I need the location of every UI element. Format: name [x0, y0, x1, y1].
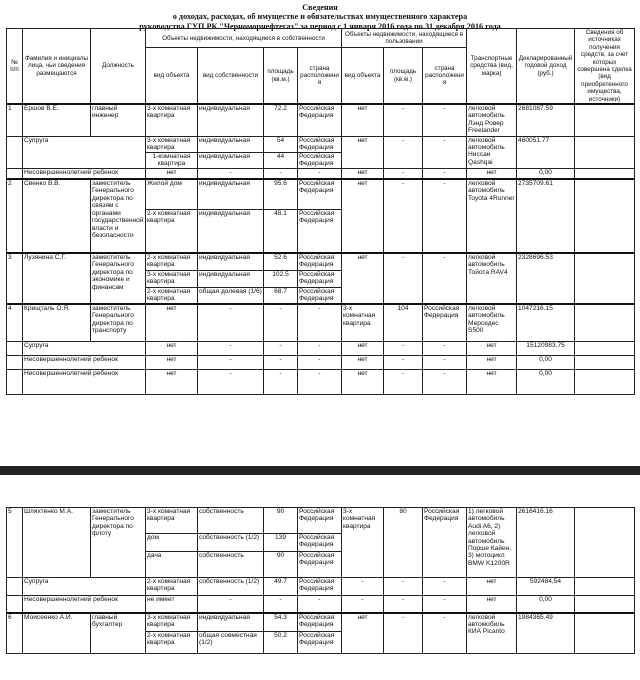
table-row	[7, 179, 635, 209]
table-cell: -	[423, 613, 467, 654]
table-cell: Свенко В.В.	[23, 179, 91, 253]
table-cell: -	[384, 355, 423, 369]
table-row	[7, 341, 635, 355]
table-cell: -	[384, 578, 423, 596]
table-cell: собственность (1/2)	[198, 578, 264, 596]
table-cell: собственность	[198, 552, 264, 578]
table-cell: собственность (1/2)	[198, 534, 264, 552]
table-cell: 2681087.59	[517, 104, 575, 136]
table-cell: индивидуальная	[198, 209, 264, 253]
table-cell: общая долевая (1/6)	[198, 287, 264, 304]
table-cell: -	[384, 253, 423, 304]
table-cell: Несовершеннолетний ребенок	[23, 355, 146, 369]
table-cell: 50.2	[264, 632, 298, 654]
table-cell: нет	[342, 168, 384, 179]
table-cell: -	[423, 136, 467, 168]
table-cell: 592484,54	[517, 578, 575, 596]
table-cell: индивидуальная	[198, 613, 264, 632]
table-cell: 48.1	[264, 209, 298, 253]
table-cell: Супруга	[23, 136, 146, 168]
table-cell	[7, 168, 23, 179]
col-country: страна расположения	[298, 48, 342, 104]
table-cell: -	[384, 341, 423, 355]
table-cell: 104	[384, 304, 423, 341]
table-cell: -	[264, 596, 298, 613]
table-cell: -	[298, 304, 342, 341]
table-cell: -	[298, 341, 342, 355]
table-cell: 6	[7, 613, 23, 654]
table-cell: -	[423, 253, 467, 304]
header-period: руководства ГУП РК "Черноморнефтегаз" за период с 1 января 2016 года по 31 декабря 2016 года	[139, 21, 501, 31]
table-row	[7, 104, 635, 136]
table-cell: 54	[264, 136, 298, 152]
table-cell	[575, 613, 635, 654]
table-cell: Российская Федерация	[298, 179, 342, 209]
table-cell: -	[384, 136, 423, 168]
table-cell: -	[198, 369, 264, 394]
table-cell: индивидуальная	[198, 179, 264, 209]
table-cell: Супруга	[23, 341, 146, 355]
col-owned-group: Объекты недвижимости, находящиеся в собственности	[146, 29, 342, 48]
table-cell: 90	[264, 508, 298, 534]
table-cell: 15120983.75	[517, 341, 575, 355]
table-cell: 2616416.16	[517, 508, 575, 578]
table-cell: 2735709.61	[517, 179, 575, 253]
table-cell: -	[198, 168, 264, 179]
col-used-area: площадь (кв.м.)	[384, 48, 423, 104]
table-cell: 2	[7, 179, 23, 253]
table-cell: -	[384, 613, 423, 654]
table-cell: 95.6	[264, 179, 298, 209]
table-cell: Несовершеннолетний ребенок	[23, 596, 146, 613]
table-row	[7, 578, 635, 596]
table-cell: 1	[7, 104, 23, 136]
table-cell: нет	[467, 578, 517, 596]
table-cell: Российская Федерация	[298, 534, 342, 552]
table-cell: 2-х комнатная квартира	[146, 209, 198, 253]
table-cell: Российская Федерация	[298, 253, 342, 270]
table-cell: 49.7	[264, 578, 298, 596]
table-cell: -	[384, 168, 423, 179]
table-cell	[7, 136, 23, 168]
table-cell: -	[298, 369, 342, 394]
table-cell: -	[298, 168, 342, 179]
table-cell: -	[384, 104, 423, 136]
table-cell: 5	[7, 508, 23, 578]
table-cell: Моисеенко А.И.	[23, 613, 91, 654]
table-cell: индивидуальная	[198, 152, 264, 168]
table-cell: Российская Федерация	[298, 287, 342, 304]
table-cell: 139	[264, 534, 298, 552]
table-cell: Несовершеннолетний ребенок	[23, 168, 146, 179]
table-cell: 3-х комнатная квартира	[146, 104, 198, 136]
table-cell: 1) легковой автомобиль Audi A6, 2) легковой автомобиль Порше Кайен, 3) мотоцикл BMW K1200R	[467, 508, 517, 578]
table-row	[7, 613, 635, 632]
table-cell	[575, 369, 635, 394]
table-cell: -	[198, 304, 264, 341]
col-position: Должность	[91, 29, 146, 105]
table-cell: 0,00	[517, 355, 575, 369]
table-cell: главный бухгалтер	[91, 613, 146, 654]
table-cell: -	[423, 369, 467, 394]
table-cell: нет	[342, 341, 384, 355]
table-row	[7, 253, 635, 270]
table-cell: 1047216.15	[517, 304, 575, 341]
table-cell: 3-х комнатная квартира	[342, 304, 384, 341]
table-cell: нет	[146, 369, 198, 394]
table-cell: -	[423, 168, 467, 179]
table-cell: 4	[7, 304, 23, 341]
table-cell	[575, 179, 635, 253]
table-cell: заместитель Генерального директора по экономике и финансам	[91, 253, 146, 304]
table-cell: 0,00	[517, 369, 575, 394]
table-cell: общая совместная (1/2)	[198, 632, 264, 654]
table-row	[7, 355, 635, 369]
table-cell: нет	[146, 341, 198, 355]
table-cell: 0,00	[517, 596, 575, 613]
table-cell: -	[384, 179, 423, 253]
table-row	[7, 168, 635, 179]
table-cell: Российская Федерация	[298, 578, 342, 596]
table-cell: 68.7	[264, 287, 298, 304]
table-cell: 2328696.53	[517, 253, 575, 304]
table-cell: заместитель Генерального директора по флоту	[91, 508, 146, 578]
table-cell: 2-х комнатная квартира	[146, 578, 198, 596]
table-cell: нет	[146, 304, 198, 341]
table-cell: -	[198, 341, 264, 355]
table-cell: -	[198, 355, 264, 369]
table-cell: нет	[342, 613, 384, 654]
table-cell: дом	[146, 534, 198, 552]
table-cell: Ершов В.Е.	[23, 104, 91, 136]
table-cell	[575, 253, 635, 304]
table-cell: нет	[467, 596, 517, 613]
table-cell	[7, 578, 23, 596]
table-cell	[575, 104, 635, 136]
table-cell: собственность	[198, 508, 264, 534]
table-cell: нет	[342, 136, 384, 168]
table-cell: 1-комнатная квартира	[146, 152, 198, 168]
table-cell: 3-х комнатная квартира	[146, 613, 198, 632]
table-cell: 2-х комнатная квартира	[146, 287, 198, 304]
table-cell: -	[342, 578, 384, 596]
col-used-country: страна расположения	[423, 48, 467, 104]
table-cell: заместитель Генерального директора по транспорту	[91, 304, 146, 341]
table-cell: -	[342, 596, 384, 613]
table-cell: нет	[467, 168, 517, 179]
table-cell: легковой автомобиль Мерседес S500	[467, 304, 517, 341]
table-cell	[7, 355, 23, 369]
table-cell: 3-х комнатная квартира	[146, 508, 198, 534]
declarations-table-page1	[6, 28, 635, 395]
table-cell: не имеет	[146, 596, 198, 613]
col-area: площадь (кв.м.)	[264, 48, 298, 104]
table-cell: Российская Федерация	[298, 552, 342, 578]
table-cell: нет	[146, 355, 198, 369]
table-cell: нет	[467, 369, 517, 394]
table-cell: 72.2	[264, 104, 298, 136]
table-cell: -	[423, 596, 467, 613]
table-row	[7, 508, 635, 534]
table-cell: Российская Федерация	[298, 104, 342, 136]
table-cell: 3-х комнатная квартира	[342, 508, 384, 578]
header-title: Сведения	[302, 3, 338, 12]
table-cell: -	[264, 168, 298, 179]
table-cell: 460051.77	[517, 136, 575, 168]
table-cell: 3-х комнатная квартира	[146, 136, 198, 152]
col-used-obj-type: вид объекта	[342, 48, 384, 104]
table-cell: нет	[467, 355, 517, 369]
table-cell: Российская Федерация	[423, 304, 467, 341]
table-cell: Российская Федерация	[423, 508, 467, 578]
table-cell: 52.6	[264, 253, 298, 270]
table-cell: нет	[146, 168, 198, 179]
table-cell: Шляхтенко М.А.	[23, 508, 91, 578]
table-cell: -	[423, 104, 467, 136]
table-cell: -	[264, 369, 298, 394]
col-income: Декларированный годовой доход (руб.)	[517, 29, 575, 105]
table-row	[7, 136, 635, 152]
table-cell: 1984365.49	[517, 613, 575, 654]
table-cell: -	[198, 596, 264, 613]
table-cell: -	[264, 341, 298, 355]
table-row	[7, 304, 635, 341]
table-cell	[575, 304, 635, 341]
table-cell: Российская Федерация	[298, 613, 342, 632]
table-cell: 2-х комнатная квартира	[146, 632, 198, 654]
table-cell: Российская Федерация	[298, 209, 342, 253]
table-cell: Супруга	[23, 578, 146, 596]
table-cell: -	[423, 341, 467, 355]
table-cell: Несовершеннолетний ребенок	[23, 369, 146, 394]
table-cell: Жилой дом	[146, 179, 198, 209]
page-break-bar	[0, 466, 640, 475]
table-cell: -	[298, 596, 342, 613]
table-cell: нет	[342, 104, 384, 136]
table-cell: Российская Федерация	[298, 508, 342, 534]
table-cell: Российская Федерация	[298, 270, 342, 287]
table-cell: -	[384, 596, 423, 613]
table-cell: легковой автомобиль КИА Picanto	[467, 613, 517, 654]
table-cell: Российская Федерация	[298, 136, 342, 152]
table-row	[7, 369, 635, 394]
col-sources: Сведения об источниках получения средств, за счет которых совершена сделка (вид приобретенного имущества, источники)	[575, 29, 635, 105]
table-cell: главный инженер	[91, 104, 146, 136]
table-cell: нет	[467, 341, 517, 355]
table-cell	[575, 136, 635, 168]
table-cell	[575, 341, 635, 355]
table-cell: 44	[264, 152, 298, 168]
table-cell: индивидуальная	[198, 270, 264, 287]
table-cell: легковой автомобиль Toyota 4Runner	[467, 179, 517, 253]
col-num: № п/п	[7, 29, 23, 105]
table-cell: легковой автомобиль Лэнд Ровер Freelander	[467, 104, 517, 136]
table-cell	[7, 341, 23, 355]
table-cell: 54.3	[264, 613, 298, 632]
table-cell: 90	[264, 552, 298, 578]
table-cell: -	[423, 355, 467, 369]
page-break-spacer	[0, 475, 640, 503]
table-cell: дача	[146, 552, 198, 578]
col-own-type: вид собственности	[198, 48, 264, 104]
header-subtitle: о доходах, расходах, об имуществе и обязательствах имущественного характера	[172, 12, 468, 22]
table-cell: 102.5	[264, 270, 298, 287]
table-cell	[7, 369, 23, 394]
table-cell: нет	[342, 355, 384, 369]
table-cell	[575, 596, 635, 613]
table-cell	[575, 168, 635, 179]
declarations-table-page2	[6, 507, 635, 654]
table-cell	[575, 508, 635, 578]
table-cell: 3	[7, 253, 23, 304]
table-cell: нет	[342, 179, 384, 253]
table-cell: легковой автомобиль Ниссан Qashqai	[467, 136, 517, 168]
col-vehicles: Транспортные средства (вид, марка)	[467, 29, 517, 105]
table-cell: 0,00	[517, 168, 575, 179]
table-cell: -	[423, 578, 467, 596]
table-cell: Российская Федерация	[298, 632, 342, 654]
table-cell: индивидуальная	[198, 253, 264, 270]
table-cell: индивидуальная	[198, 136, 264, 152]
table-cell: 2-х комнатная квартира	[146, 253, 198, 270]
table-cell: -	[384, 369, 423, 394]
table-cell: 3-х комнатная квартира	[146, 270, 198, 287]
table-cell: 80	[384, 508, 423, 578]
table-cell: Крищталь О.Я.	[23, 304, 91, 341]
table-cell: нет	[342, 253, 384, 304]
table-cell: Российская Федерация	[298, 152, 342, 168]
table-cell: индивидуальная	[198, 104, 264, 136]
table-cell	[575, 578, 635, 596]
table-cell: -	[423, 179, 467, 253]
table-cell	[575, 355, 635, 369]
document-header	[0, 3, 640, 31]
table-cell: -	[264, 355, 298, 369]
table-cell	[7, 596, 23, 613]
table-cell: -	[264, 304, 298, 341]
col-name: Фамилия и инициалы лица, чьи сведения размещаются	[23, 29, 91, 105]
col-obj-type: вид объекта	[146, 48, 198, 104]
table-cell: -	[298, 355, 342, 369]
col-used-group: Объекты недвижимости, находящиеся в пользовании	[342, 29, 467, 48]
table-row	[7, 596, 635, 613]
table-cell: нет	[342, 369, 384, 394]
table-cell: Лузянина С.Г.	[23, 253, 91, 304]
table-cell: легковой автомобиль Тойота RAV4	[467, 253, 517, 304]
table-cell: заместитель Генерального директора по связям с органами государственной власти и безопасности	[91, 179, 146, 253]
